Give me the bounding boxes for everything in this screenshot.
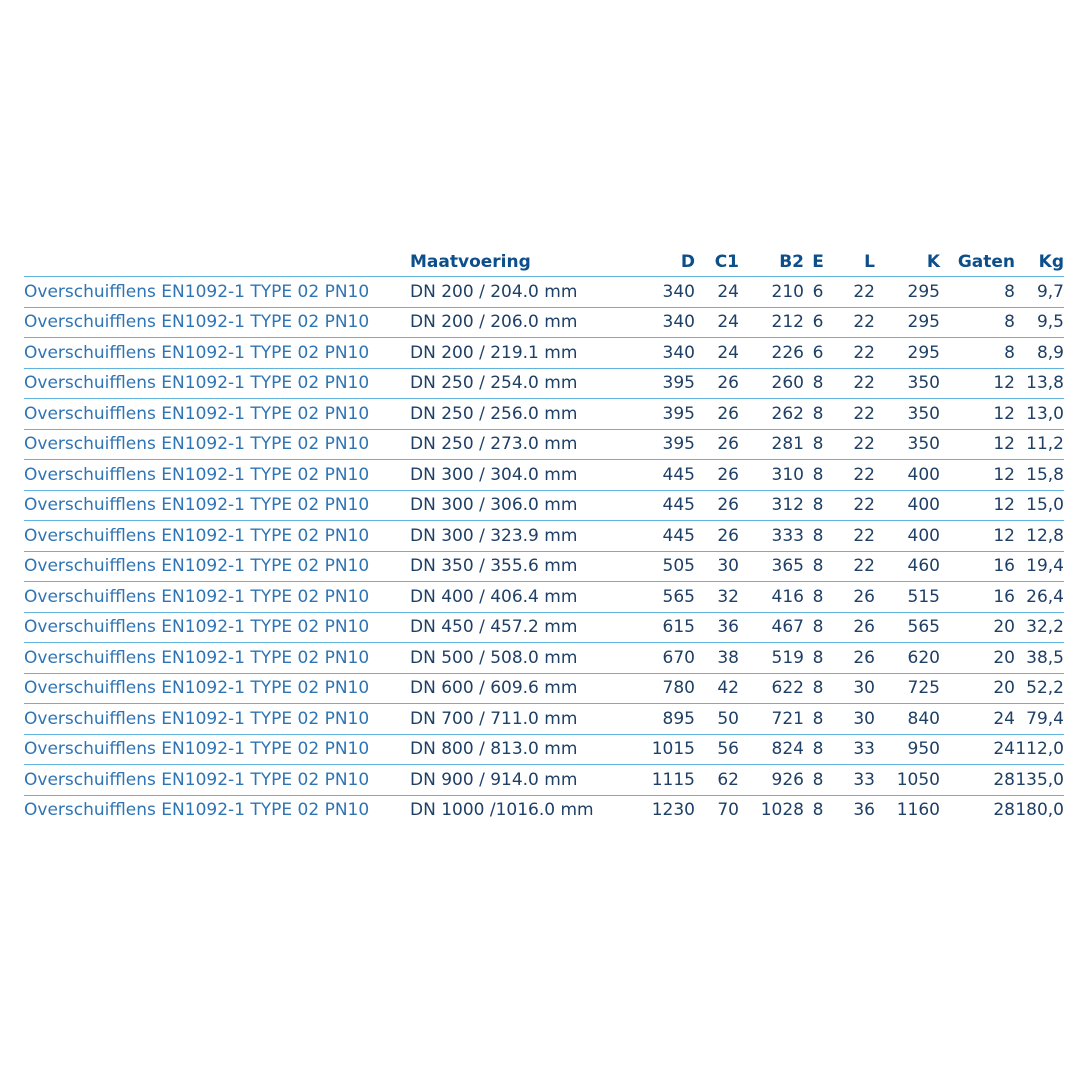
cell-kg: 79,4 <box>1015 704 1064 735</box>
cell-l: 30 <box>832 673 875 704</box>
cell-size: DN 900 / 914.0 mm <box>408 765 624 796</box>
cell-b2: 622 <box>739 673 804 704</box>
cell-k: 840 <box>875 704 940 735</box>
cell-e: 8 <box>804 673 832 704</box>
cell-b2: 212 <box>739 307 804 338</box>
table-row <box>24 399 1064 430</box>
cell-d: 505 <box>624 551 695 582</box>
cell-e: 8 <box>804 521 832 552</box>
cell-holes: 20 <box>940 643 1015 674</box>
cell-k: 295 <box>875 277 940 308</box>
cell-holes: 12 <box>940 429 1015 460</box>
cell-holes: 8 <box>940 338 1015 369</box>
cell-k: 1160 <box>896 800 940 821</box>
cell-e: 6 <box>804 338 832 369</box>
cell-d: 565 <box>624 582 695 613</box>
cell-d: 615 <box>624 612 695 643</box>
cell-k: 400 <box>875 490 940 521</box>
cell-holes: 12 <box>940 521 1015 552</box>
cell-holes: 20 <box>940 673 1015 704</box>
cell-kg: 38,5 <box>1015 643 1064 674</box>
cell-e: 8 <box>812 800 824 821</box>
cell-holes: 28 <box>940 765 1015 796</box>
cell-k: 400 <box>875 521 940 552</box>
cell-c1: 56 <box>695 734 739 765</box>
cell-description: Overschuifflens EN1092-1 TYPE 02 PN10 <box>24 643 408 674</box>
cell-c1: 24 <box>695 338 739 369</box>
cell-l: 33 <box>832 765 875 796</box>
cell-l: 22 <box>832 521 875 552</box>
cell-size: DN 500 / 508.0 mm <box>408 643 624 674</box>
cell-e: 8 <box>804 490 832 521</box>
cell-l: 33 <box>832 734 875 765</box>
cell-l: 26 <box>832 643 875 674</box>
flange-spec-table <box>24 247 1064 825</box>
cell-c1: 62 <box>695 765 739 796</box>
cell-l: 22 <box>832 460 875 491</box>
cell-size: DN 600 / 609.6 mm <box>408 673 624 704</box>
cell-b2: 312 <box>739 490 804 521</box>
cell-b2: 467 <box>739 612 804 643</box>
cell-kg: 32,2 <box>1015 612 1064 643</box>
cell-k: 350 <box>875 429 940 460</box>
cell-k: 725 <box>875 673 940 704</box>
cell-b2: 519 <box>739 643 804 674</box>
cell-b2: 926 <box>739 765 804 796</box>
cell-size: DN 400 / 406.4 mm <box>408 582 624 613</box>
cell-l: 26 <box>832 612 875 643</box>
cell-kg: 15,0 <box>1015 490 1064 521</box>
header-l: L <box>832 247 875 277</box>
cell-description: Overschuifflens EN1092-1 TYPE 02 PN10 <box>24 704 408 735</box>
cell-d: 1015 <box>624 734 695 765</box>
cell-l: 22 <box>832 399 875 430</box>
cell-k: 515 <box>875 582 940 613</box>
cell-e: 8 <box>804 460 832 491</box>
cell-kg: 135,0 <box>1015 765 1064 796</box>
cell-holes: 16 <box>940 582 1015 613</box>
table-row <box>24 582 1064 613</box>
cell-d: 670 <box>624 643 695 674</box>
cell-size: DN 250 / 254.0 mm <box>408 368 624 399</box>
cell-kg: 180,0 <box>1015 800 1064 821</box>
cell-k: 460 <box>875 551 940 582</box>
cell-l: 22 <box>832 307 875 338</box>
cell-b2: 226 <box>739 338 804 369</box>
cell-kg: 13,8 <box>1015 368 1064 399</box>
table-row <box>24 795 1064 825</box>
cell-b2: 333 <box>739 521 804 552</box>
cell-size: DN 200 / 204.0 mm <box>408 277 624 308</box>
cell-holes: 28 <box>993 800 1015 821</box>
cell-e: 8 <box>804 399 832 430</box>
cell-e: 8 <box>804 765 832 796</box>
cell-d: 395 <box>624 429 695 460</box>
cell-e: 6 <box>804 307 832 338</box>
cell-holes: 8 <box>940 277 1015 308</box>
cell-kg: 8,9 <box>1015 338 1064 369</box>
cell-size: DN 250 / 256.0 mm <box>408 399 624 430</box>
cell-holes: 24 <box>940 704 1015 735</box>
cell-b2: 260 <box>739 368 804 399</box>
cell-k: 350 <box>875 368 940 399</box>
cell-k: 295 <box>875 338 940 369</box>
cell-l: 36 <box>853 800 875 821</box>
cell-k: 295 <box>875 307 940 338</box>
header-k: K <box>875 247 940 277</box>
cell-c1: 38 <box>695 643 739 674</box>
cell-description: Overschuifflens EN1092-1 TYPE 02 PN10 <box>24 338 408 369</box>
cell-b2: 1028 <box>760 800 804 821</box>
cell-description: Overschuifflens EN1092-1 TYPE 02 PN10 <box>24 521 408 552</box>
cell-l: 22 <box>832 429 875 460</box>
header-size: Maatvoering <box>408 247 624 277</box>
cell-size: DN 1000 /1016.0 mm <box>410 800 594 821</box>
cell-d: 445 <box>624 490 695 521</box>
cell-e: 6 <box>804 277 832 308</box>
cell-b2: 365 <box>739 551 804 582</box>
table-row <box>24 704 1064 735</box>
cell-size: DN 200 / 206.0 mm <box>408 307 624 338</box>
header-c1: C1 <box>695 247 739 277</box>
cell-c1: 26 <box>695 460 739 491</box>
header-holes: Gaten <box>940 247 1015 277</box>
cell-c1: 30 <box>695 551 739 582</box>
cell-e: 8 <box>804 612 832 643</box>
cell-k: 620 <box>875 643 940 674</box>
cell-k: 565 <box>875 612 940 643</box>
cell-k: 350 <box>875 399 940 430</box>
cell-d: 445 <box>624 521 695 552</box>
cell-description: Overschuifflens EN1092-1 TYPE 02 PN10 <box>24 612 408 643</box>
cell-b2: 721 <box>739 704 804 735</box>
cell-e: 8 <box>804 734 832 765</box>
cell-b2: 262 <box>739 399 804 430</box>
cell-kg: 15,8 <box>1015 460 1064 491</box>
table-row <box>24 460 1064 491</box>
table-row <box>24 673 1064 704</box>
cell-d: 445 <box>624 460 695 491</box>
cell-d: 895 <box>624 704 695 735</box>
cell-e: 8 <box>804 582 832 613</box>
cell-size: DN 350 / 355.6 mm <box>408 551 624 582</box>
header-description <box>24 247 408 277</box>
cell-c1: 42 <box>695 673 739 704</box>
cell-description: Overschuifflens EN1092-1 TYPE 02 PN10 <box>24 673 408 704</box>
cell-kg: 12,8 <box>1015 521 1064 552</box>
cell-e: 8 <box>804 429 832 460</box>
cell-holes: 12 <box>940 399 1015 430</box>
cell-description: Overschuifflens EN1092-1 TYPE 02 PN10 <box>24 460 408 491</box>
cell-description: Overschuifflens EN1092-1 TYPE 02 PN10 <box>24 765 408 796</box>
cell-description: Overschuifflens EN1092-1 TYPE 02 PN10 <box>24 551 408 582</box>
table-row <box>24 734 1064 765</box>
cell-l: 30 <box>832 704 875 735</box>
cell-k: 400 <box>875 460 940 491</box>
cell-k: 1050 <box>875 765 940 796</box>
cell-c1: 26 <box>695 521 739 552</box>
cell-c1: 50 <box>695 704 739 735</box>
header-e: E <box>804 247 832 277</box>
cell-d: 340 <box>624 338 695 369</box>
cell-e: 8 <box>804 643 832 674</box>
cell-c1: 32 <box>695 582 739 613</box>
cell-l: 22 <box>832 551 875 582</box>
cell-c1: 26 <box>695 429 739 460</box>
table-row <box>24 490 1064 521</box>
cell-size: DN 800 / 813.0 mm <box>408 734 624 765</box>
cell-holes: 12 <box>940 368 1015 399</box>
cell-holes: 8 <box>940 307 1015 338</box>
cell-d: 1115 <box>624 765 695 796</box>
cell-c1: 26 <box>695 490 739 521</box>
cell-kg: 9,5 <box>1015 307 1064 338</box>
cell-c1: 26 <box>695 399 739 430</box>
cell-d: 395 <box>624 368 695 399</box>
cell-size: DN 250 / 273.0 mm <box>408 429 624 460</box>
cell-kg: 9,7 <box>1015 277 1064 308</box>
cell-b2: 824 <box>739 734 804 765</box>
table-row <box>24 307 1064 338</box>
table-row <box>24 551 1064 582</box>
cell-e: 8 <box>804 368 832 399</box>
cell-kg: 13,0 <box>1015 399 1064 430</box>
cell-c1: 36 <box>695 612 739 643</box>
header-kg: Kg <box>1015 247 1064 277</box>
cell-d: 1230 <box>651 800 695 821</box>
cell-b2: 310 <box>739 460 804 491</box>
cell-l: 22 <box>832 368 875 399</box>
header-d: D <box>624 247 695 277</box>
cell-description: Overschuifflens EN1092-1 TYPE 02 PN10 <box>24 582 408 613</box>
cell-holes: 20 <box>940 612 1015 643</box>
cell-b2: 416 <box>739 582 804 613</box>
cell-c1: 70 <box>717 800 739 821</box>
cell-size: DN 300 / 323.9 mm <box>408 521 624 552</box>
cell-l: 22 <box>832 338 875 369</box>
cell-k: 950 <box>875 734 940 765</box>
cell-description: Overschuifflens EN1092-1 TYPE 02 PN10 <box>24 399 408 430</box>
table-row <box>24 643 1064 674</box>
table-header-row <box>24 247 1064 277</box>
cell-size: DN 300 / 304.0 mm <box>408 460 624 491</box>
cell-b2: 281 <box>739 429 804 460</box>
cell-d: 340 <box>624 277 695 308</box>
cell-c1: 24 <box>695 307 739 338</box>
table-row <box>24 765 1064 796</box>
cell-l: 22 <box>832 490 875 521</box>
header-b2: B2 <box>739 247 804 277</box>
cell-kg: 19,4 <box>1015 551 1064 582</box>
cell-kg: 112,0 <box>1015 734 1064 765</box>
cell-size: DN 300 / 306.0 mm <box>408 490 624 521</box>
cell-size: DN 700 / 711.0 mm <box>408 704 624 735</box>
cell-e: 8 <box>804 704 832 735</box>
table-row <box>24 612 1064 643</box>
cell-b2: 210 <box>739 277 804 308</box>
cell-description: Overschuifflens EN1092-1 TYPE 02 PN10 <box>24 368 408 399</box>
cell-holes: 24 <box>940 734 1015 765</box>
cell-holes: 16 <box>940 551 1015 582</box>
cell-kg: 26,4 <box>1015 582 1064 613</box>
cell-c1: 26 <box>695 368 739 399</box>
cell-d: 780 <box>624 673 695 704</box>
cell-l: 22 <box>832 277 875 308</box>
cell-e: 8 <box>804 551 832 582</box>
cell-description: Overschuifflens EN1092-1 TYPE 02 PN10 <box>24 734 408 765</box>
cell-holes: 12 <box>940 460 1015 491</box>
cell-kg: 11,2 <box>1015 429 1064 460</box>
cell-description: Overschuifflens EN1092-1 TYPE 02 PN10 <box>24 429 408 460</box>
table-row <box>24 338 1064 369</box>
cell-holes: 12 <box>940 490 1015 521</box>
cell-l: 26 <box>832 582 875 613</box>
table-body <box>24 277 1064 826</box>
table-row <box>24 521 1064 552</box>
cell-description: Overschuifflens EN1092-1 TYPE 02 PN10 <box>24 490 408 521</box>
cell-description: Overschuifflens EN1092-1 TYPE 02 PN10 <box>24 277 408 308</box>
cell-d: 395 <box>624 399 695 430</box>
cell-size: DN 450 / 457.2 mm <box>408 612 624 643</box>
cell-kg: 52,2 <box>1015 673 1064 704</box>
table-row <box>24 277 1064 308</box>
cell-size: DN 200 / 219.1 mm <box>408 338 624 369</box>
cell-d: 340 <box>624 307 695 338</box>
table-row <box>24 429 1064 460</box>
cell-c1: 24 <box>695 277 739 308</box>
cell-description: Overschuifflens EN1092-1 TYPE 02 PN10 <box>24 800 370 821</box>
table-row <box>24 368 1064 399</box>
cell-description: Overschuifflens EN1092-1 TYPE 02 PN10 <box>24 307 408 338</box>
